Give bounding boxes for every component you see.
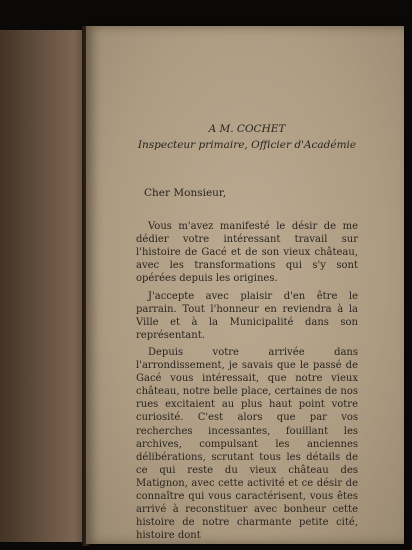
left-page	[0, 30, 94, 542]
salutation: Cher Monsieur,	[144, 187, 227, 199]
right-page	[86, 26, 404, 544]
paragraph: Depuis votre arrivée dans l'arrondissement, je savais que le passé de Gacé vous intéressait, que notre vieux château, notre belle place, certaines de nos rues excitaient au plus haut point votre curiosité. C'est alors que par vos recherches incessantes, fouillant les archives, compulsant les anciennes délibérations, scrutant tous les détails de ce qui reste du vieux château des Matignon, avec cette activité et ce désir de connaître qui vous caractérisent, vous êtes arrivé à reconstituer avec bonheur cette histoire de notre charmante petite cité, histoire dont	[136, 346, 358, 542]
letter-body	[136, 220, 358, 542]
dedication-title: Inspecteur primaire, Officier d'Académie	[137, 139, 357, 151]
dedication-name: A M. COCHET	[208, 123, 286, 135]
paragraph: J'accepte avec plaisir d'en être le parrain. Tout l'honneur en reviendra à la Ville et à la Municipalité dans son représentant.	[136, 290, 358, 341]
paragraph: Vous m'avez manifesté le désir de me dédier votre intéressant travail sur l'histoire de Gacé et de son vieux château, avec les transformations qui s'y sont opérées depuis les origines.	[136, 221, 358, 285]
page-text	[136, 121, 358, 546]
